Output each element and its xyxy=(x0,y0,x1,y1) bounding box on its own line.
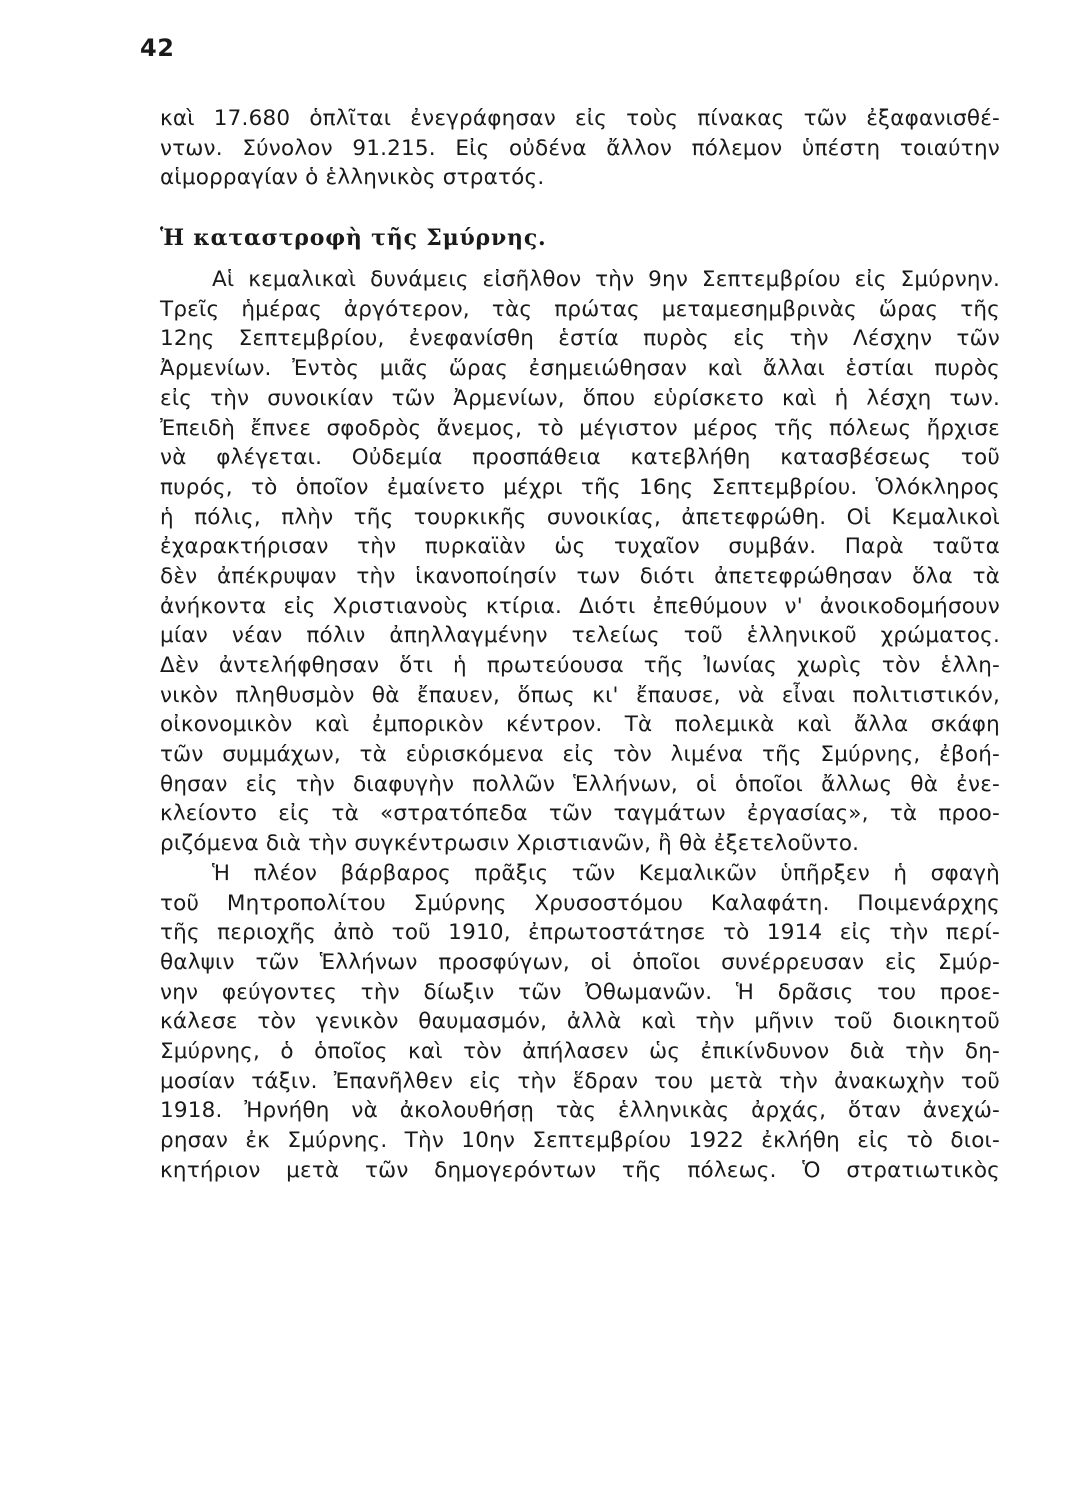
text-line: Ἐπειδὴ ἔπνεε σφοδρὸς ἄνεμος, τὸ μέγιστον μέρος τῆς πόλεως ἤρχισε xyxy=(160,415,1000,441)
text-line: Σμύρνης, ὁ ὁποῖος καὶ τὸν ἀπήλασεν ὡς ἐπικίνδυνον διὰ τὴν δη- xyxy=(160,1038,1000,1064)
text-line: νικὸν πληθυσμὸν θὰ ἔπαυεν, ὅπως κι' ἔπαυσε, νὰ εἶναι πολιτιστικόν, xyxy=(160,682,1000,708)
text-line: 1918. Ἠρνήθη νὰ ἀκολουθήσῃ τὰς ἑλληνικὰς ἀρχάς, ὅταν ἀνεχώ- xyxy=(160,1098,1000,1124)
text-line: μοσίαν τάξιν. Ἐπανῆλθεν εἰς τὴν ἕδραν του μετὰ τὴν ἀνακωχὴν τοῦ xyxy=(160,1068,1000,1094)
text-line: κητήριον μετὰ τῶν δημογερόντων τῆς πόλεως. Ὁ στρατιωτικὸς xyxy=(160,1157,1000,1183)
text-line: 12ης Σεπτεμβρίου, ἐνεφανίσθη ἑστία πυρὸς εἰς τὴν Λέσχην τῶν xyxy=(160,326,1000,352)
text-line: τῶν συμμάχων, τὰ εὑρισκόμενα εἰς τὸν λιμένα τῆς Σμύρνης, ἐβοή- xyxy=(160,742,1000,768)
text-line: οἰκονομικὸν καὶ ἐμπορικὸν κέντρον. Τὰ πολεμικὰ καὶ ἄλλα σκάφη xyxy=(160,712,1000,738)
text-line: κλείοντο εἰς τὰ «στρατόπεδα τῶν ταγμάτων ἐργασίας», τὰ προο- xyxy=(160,801,1000,827)
text-line: κάλεσε τὸν γενικὸν θαυμασμόν, ἀλλὰ καὶ τὴν μῆνιν τοῦ διοικητοῦ xyxy=(160,1009,1000,1035)
intro-paragraph xyxy=(160,104,1000,193)
text-line: ἡ πόλις, πλὴν τῆς τουρκικῆς συνοικίας, ἀπετεφρώθη. Οἱ Κεμαλικοὶ xyxy=(160,504,1000,530)
text-line: Ἀρμενίων. Ἐντὸς μιᾶς ὥρας ἐσημειώθησαν καὶ ἄλλαι ἑστίαι πυρὸς xyxy=(160,356,1000,382)
text-line: Δὲν ἀντελήφθησαν ὅτι ἡ πρωτεύουσα τῆς Ἰωνίας χωρὶς τὸν ἑλλη- xyxy=(160,653,1000,678)
page-body xyxy=(160,104,1000,1185)
text-line: δὲν ἀπέκρυψαν τὴν ἱκανοποίησίν των διότι ἀπετεφρώθησαν ὅλα τὰ xyxy=(160,563,1000,589)
text-line: τοῦ Μητροπολίτου Σμύρνης Χρυσοστόμου Καλαφάτη. Ποιμενάρχης xyxy=(160,890,1000,916)
page-number: 42 xyxy=(140,34,175,62)
text-line: ἐχαρακτήρισαν τὴν πυρκαϊὰν ὡς τυχαῖον συμβάν. Παρὰ ταῦτα xyxy=(160,534,1000,560)
text-line: ντων. Σύνολον 91.215. Εἰς οὐδένα ἄλλον πόλεμον ὑπέστη τοιαύτην xyxy=(160,135,1000,161)
text-line: θαλψιν τῶν Ἑλλήνων προσφύγων, οἱ ὁποῖοι συνέρρευσαν εἰς Σμύρ- xyxy=(160,949,1000,975)
text-line: ριζόμενα διὰ τὴν συγκέντρωσιν Χριστιανῶν, ἢ θὰ ἐξετελοῦντο. xyxy=(160,831,860,857)
text-line: ἀνήκοντα εἰς Χριστιανοὺς κτίρια. Διότι ἐπεθύμουν ν' ἀνοικοδομήσουν xyxy=(160,593,1000,619)
section-paragraph-1 xyxy=(160,265,1000,859)
text-line: Αἱ κεμαλικαὶ δυνάμεις εἰσῆλθον τὴν 9ην Σεπτεμβρίου εἰς Σμύρνην. xyxy=(212,267,1000,293)
text-line: καὶ 17.680 ὁπλῖται ἐνεγράφησαν εἰς τοὺς πίνακας τῶν ἐξαφανισθέ- xyxy=(160,106,1000,131)
section-paragraph-2 xyxy=(160,859,1000,1186)
section-heading: Ἡ καταστροφὴ τῆς Σμύρνης. xyxy=(160,225,547,252)
text-line: πυρός, τὸ ὁποῖον ἐμαίνετο μέχρι τῆς 16ης Σεπτεμβρίου. Ὁλόκληρος xyxy=(160,474,1000,500)
text-line: νὰ φλέγεται. Οὐδεμία προσπάθεια κατεβλήθη κατασβέσεως τοῦ xyxy=(160,445,1000,471)
text-line: μίαν νέαν πόλιν ἀπηλλαγμένην τελείως τοῦ ἑλληνικοῦ χρώματος. xyxy=(160,623,1000,649)
text-line: νην φεύγοντες τὴν δίωξιν τῶν Ὀθωμανῶν. Ἡ δρᾶσις του προε- xyxy=(160,979,1000,1005)
text-line: Ἡ πλέον βάρβαρος πρᾶξις τῶν Κεμαλικῶν ὑπῆρξεν ἡ σφαγὴ xyxy=(212,860,1000,886)
text-line: αἱμορραγίαν ὁ ἑλληνικὸς στρατός. xyxy=(160,165,545,191)
text-line: τῆς περιοχῆς ἀπὸ τοῦ 1910, ἐπρωτοστάτησε τὸ 1914 εἰς τὴν περί- xyxy=(160,920,1000,946)
text-line: εἰς τὴν συνοικίαν τῶν Ἀρμενίων, ὅπου εὑρίσκετο καὶ ἡ λέσχη των. xyxy=(160,385,1000,411)
text-line: Τρεῖς ἡμέρας ἀργότερον, τὰς πρώτας μεταμεσημβρινὰς ὥρας τῆς xyxy=(160,296,1000,322)
text-line: θησαν εἰς τὴν διαφυγὴν πολλῶν Ἑλλήνων, οἱ ὁποῖοι ἄλλως θὰ ἐνε- xyxy=(160,771,1000,797)
text-line: ρησαν ἐκ Σμύρνης. Τὴν 10ην Σεπτεμβρίου 1922 ἐκλήθη εἰς τὸ διοι- xyxy=(160,1128,1000,1153)
